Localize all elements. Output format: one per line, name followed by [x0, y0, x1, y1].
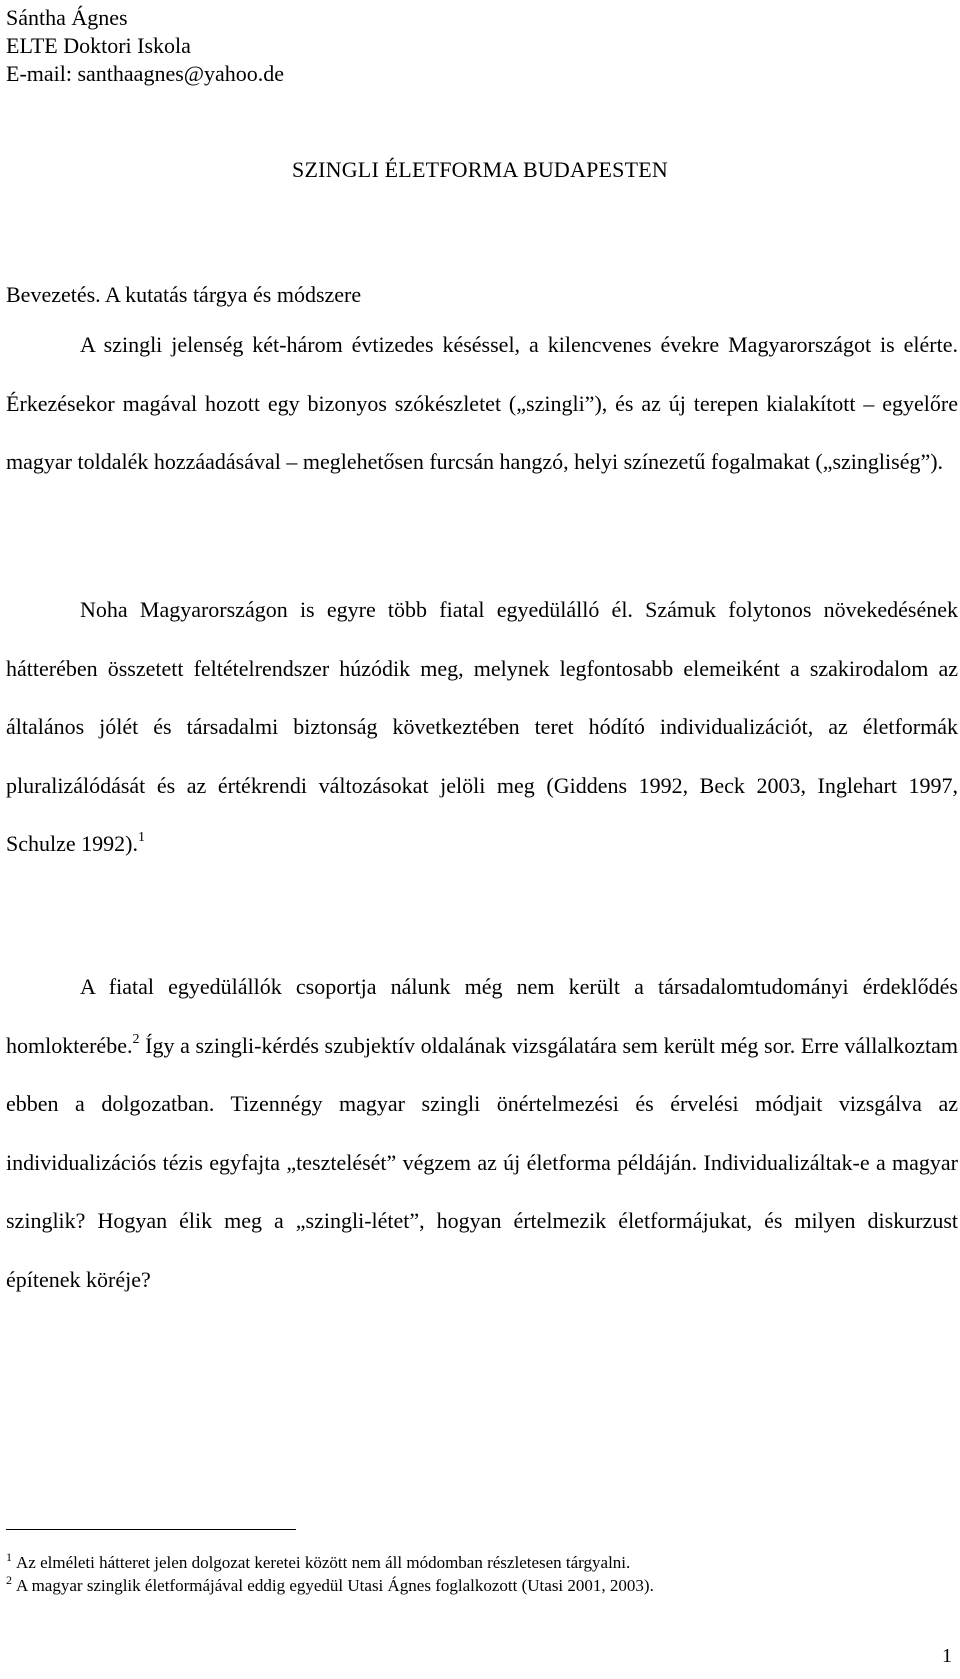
paragraph-3	[6, 958, 958, 1310]
paragraph-2	[6, 581, 958, 874]
paragraph-3-part-b: Így a szingli-kérdés szubjektív oldalának vizsgálatára sem került még sor. Erre vállalkoztam ebben a dolgozatban. Tizennégy magyar szingli önértelmezési és érvelési módjait vizsgálva az individualizációs tézis egyfajta „tesztelését” végzem az új életforma példáján. Individualizáltak-e a magyar szinglik? Hogyan élik meg a „szingli-létet”, hogyan értelmezik életformájukat, és milyen diskurzust építenek köréje?	[6, 1032, 958, 1292]
footnote-2-mark: 2	[6, 1573, 12, 1587]
paragraph-2-text	[6, 581, 958, 874]
paragraph-1	[6, 316, 958, 492]
footnote-1	[6, 1550, 631, 1573]
paragraph-3-text	[6, 958, 958, 1310]
paragraph-3-part-a: A fiatal egyedülállók csoportja nálunk még nem került a társadalomtudományi érdeklődés homlokterébe.	[6, 974, 958, 1058]
author-institution: ELTE Doktori Iskola	[6, 33, 191, 58]
footnote-ref-1[interactable]: 1	[137, 830, 145, 846]
author-name: Sántha Ágnes	[6, 5, 128, 30]
paragraph-1-text: A szingli jelenség két-három évtizedes késéssel, a kilencvenes évekre Magyarországot is elérte. Érkezésekor magával hozott egy bizonyos szókészletet („szingli”), és az új terepen kialakított – egyelőre magyar toldalék hozzáadásával – meglehetősen furcsán hangzó, helyi színezetű fogalmakat („szingliség”).	[6, 332, 958, 475]
footnote-ref-2[interactable]: 2	[132, 1031, 140, 1047]
footnote-2	[6, 1573, 654, 1596]
footnote-1-text: Az elméleti hátteret jelen dolgozat keretei között nem áll módomban részletesen tárgyalni.	[16, 1553, 631, 1572]
paragraph-2-body: Noha Magyarországon is egyre több fiatal egyedülálló él. Számuk folytonos növekedésének hátterében összetett feltételrendszer húzódik meg, melynek legfontosabb elemeiként a szakirodalom az általános jólét és társadalmi biztonság következtében teret hódító individualizációt, az életformák pluralizálódását és az értékrendi változásokat jelöli meg (Giddens 1992, Beck 2003, Inglehart 1997, Schulze 1992).	[6, 597, 958, 857]
document-title: SZINGLI ÉLETFORMA BUDAPESTEN	[292, 157, 668, 182]
page-number: 1	[942, 1645, 952, 1667]
author-email: E-mail: santhaagnes@yahoo.de	[6, 61, 285, 86]
footnote-separator	[6, 1529, 296, 1530]
section-heading: Bevezetés. A kutatás tárgya és módszere	[6, 282, 362, 307]
footnote-2-text: A magyar szinglik életformájával eddig egyedül Utasi Ágnes foglalkozott (Utasi 2001, 2003).	[16, 1576, 654, 1595]
footnote-1-mark: 1	[6, 1550, 12, 1564]
